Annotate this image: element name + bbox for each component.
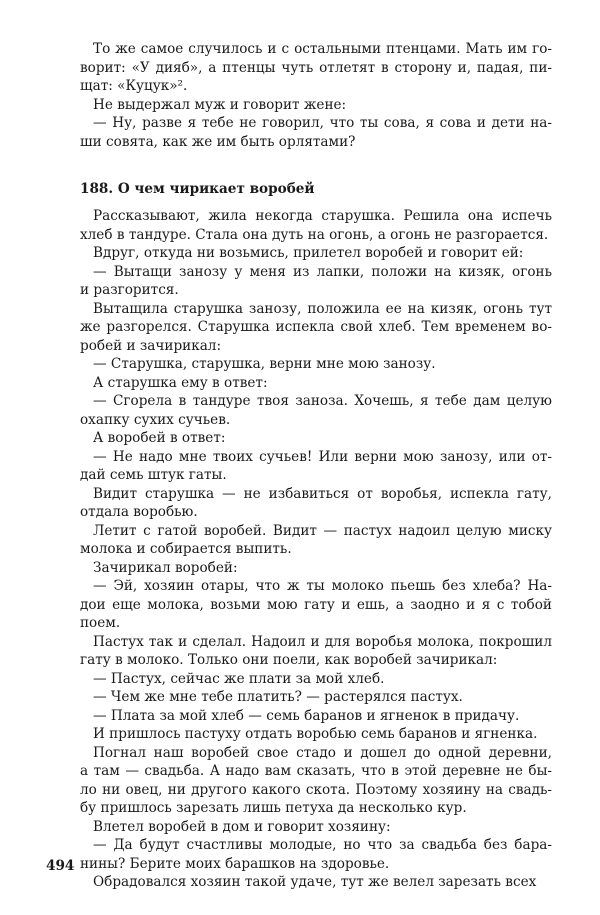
text-line: — Пастух, сейчас же плати за мой хлеб. [93, 670, 385, 687]
section-number: 188. [80, 181, 114, 197]
text-line: поем. [80, 615, 121, 631]
text-line: ло ни овец, ни другого какого скота. Поэтому хозяину на свадь- [80, 781, 552, 798]
text-line: молока и собирается выпить. [80, 541, 292, 557]
text-line: бу пришлось зарезать лишь петуха да несколько кур. [80, 800, 467, 816]
text-line: А воробей в ответ: [93, 430, 226, 446]
text-line: — Вытащи занозу у меня из лапки, положи на кизяк, огонь [93, 263, 552, 280]
text-line: То же самое случилось и с остальными птенцами. Мать им го- [93, 41, 552, 57]
text-line: робей и зачирикал: [80, 337, 222, 354]
text-line: — Старушка, старушка, верни мне мою занозу. [93, 356, 436, 372]
text-line: нины? Берите моих барашков на здоровье. [80, 855, 390, 872]
text-line: щат: «Куцук»². [80, 78, 188, 94]
previous-story-ending [80, 40, 552, 151]
text-line: — Не надо мне твоих сучьев! Или верни мою занозу, или от- [93, 448, 552, 465]
text-line: — Эй, хозяин отары, что ж ты молоко пьешь без хлеба? На- [93, 578, 552, 594]
text-line: и разгорится. [80, 282, 179, 298]
section-title: О чем чирикает воробей [117, 181, 315, 197]
text-line: гату в молоко. Только они поели, как воробей зачирикал: [80, 652, 498, 668]
text-line: хлеб в тандуре. Стала она дуть на огонь, а огонь не разгорается. [80, 226, 549, 243]
text-line: Обрадовался хозяин такой удаче, тут же велел зарезать всех [93, 874, 537, 890]
text-line: Пастух так и сделал. Надоил и для воробья молока, покрошил [93, 633, 552, 650]
text-line: охапку сухих сучьев. [80, 411, 231, 428]
text-line: Не выдержал муж и говорит жене: [93, 96, 347, 113]
page-number: 494 [46, 858, 75, 874]
section-heading [80, 181, 315, 197]
text-line: Зачирикал воробей: [93, 559, 238, 576]
text-line: — Сгорела в тандуре твоя заноза. Хочешь, я тебе дам целую [93, 393, 552, 409]
text-line: ворит: «У дияб», а птенцы чуть отлетят в сторону и, падая, пи- [80, 59, 552, 76]
text-line: — Да будут счастливы молодые, но что за свадьба без бара- [93, 837, 552, 853]
text-line: ши совята, как же им быть орлятами? [80, 133, 356, 150]
text-line: Погнал наш воробей свое стадо и дошел до одной деревни, [93, 744, 552, 761]
text-line: — Ну, разве я тебе не говорил, что ты сова, я сова и дети на- [93, 115, 552, 131]
text-line: Вдруг, откуда ни возьмись, прилетел воробей и говорит ей: [93, 245, 524, 261]
text-line: Рассказывают, жила некогда старушка. Решила она испечь [93, 208, 552, 224]
text-line: Видит старушка — не избавиться от воробья, испекла гату, [93, 485, 552, 502]
text-line: Вытащила старушка занозу, положила ее на кизяк, огонь тут [93, 300, 552, 317]
text-line: дай семь штук гаты. [80, 467, 227, 483]
text-line: Летит с гатой воробей. Видит — пастух надоил целую миску [93, 522, 552, 539]
text-line: И пришлось пастуху отдать воробью семь баранов и ягненка. [93, 726, 538, 742]
text-line: А старушка ему в ответ: [93, 374, 268, 391]
text-line: а там — свадьба. А надо вам сказать, что в этой деревне не бы- [80, 763, 552, 779]
text-line: — Чем же мне тебе платить? — растерялся пастух. [93, 689, 463, 705]
text-line: дои еще молока, возьми мою гату и ешь, а заодно и я с тобой [80, 596, 552, 613]
story-body [80, 207, 552, 892]
text-line: же разгорелся. Старушка испекла свой хлеб. Тем временем во- [80, 319, 552, 335]
text-line: — Плата за мой хлеб — семь баранов и ягненок в придачу. [93, 707, 520, 724]
text-line: отдала воробью. [80, 504, 198, 520]
text-line: Влетел воробей в дом и говорит хозяину: [93, 818, 391, 835]
